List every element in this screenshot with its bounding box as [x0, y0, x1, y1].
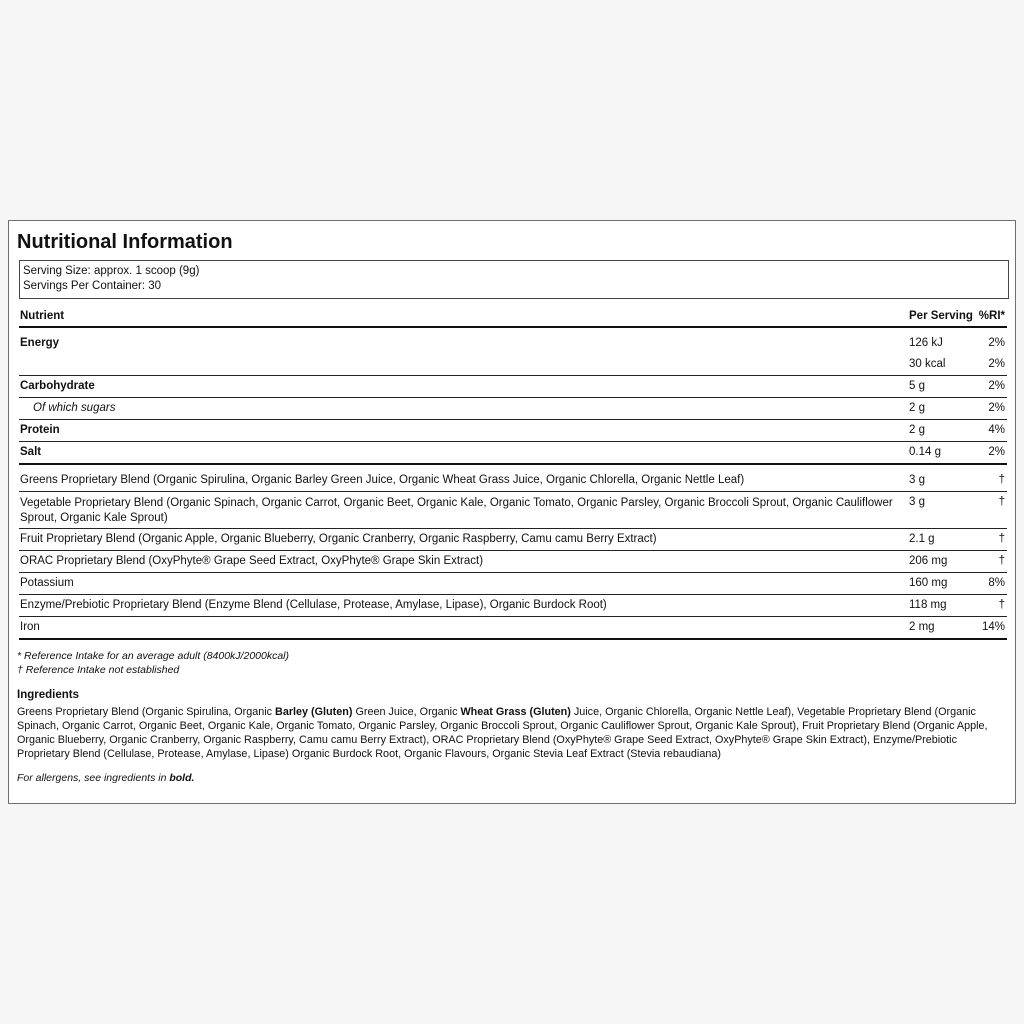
- dagger-footnote: † Reference Intake not established: [17, 664, 180, 676]
- nutrient-value: 2 g: [909, 402, 925, 414]
- nutrient-name: Potassium: [20, 577, 74, 589]
- nutrient-value: 0.14 g: [909, 446, 941, 458]
- table-row: [19, 424, 1007, 440]
- nutrient-name: Salt: [20, 446, 42, 458]
- header-ri: %RI*: [978, 310, 1005, 322]
- row-divider: [19, 594, 1007, 595]
- nutrient-value: 2.1 g: [909, 533, 935, 545]
- nutrient-ri: †: [998, 599, 1005, 611]
- table-row: [19, 402, 1007, 418]
- nutrient-ri: †: [998, 496, 1005, 508]
- allergen-note: [17, 772, 194, 784]
- allergen-highlight: Wheat Grass (Gluten): [460, 706, 571, 718]
- nutrient-name: ORAC Proprietary Blend (OxyPhyte® Grape Seed Extract, OxyPhyte® Grape Skin Extract): [20, 555, 484, 567]
- table-row: [19, 474, 1007, 490]
- nutrient-name: Energy: [20, 337, 59, 349]
- ingredients-part: Greens Proprietary Blend (Organic Spirulina, Organic: [17, 706, 276, 718]
- row-divider: [19, 375, 1007, 376]
- table-row: [19, 555, 1007, 571]
- row-divider: [19, 397, 1007, 398]
- header-per-serving: Per Serving: [909, 310, 973, 322]
- table-row: [19, 446, 1007, 462]
- nutrient-ri: 2%: [988, 380, 1005, 392]
- nutrient-value: 5 g: [909, 380, 925, 392]
- nutrient-value: 118 mg: [909, 599, 947, 611]
- nutrient-value: 160 mg: [909, 577, 948, 589]
- section-divider: [19, 463, 1007, 465]
- row-divider: [19, 441, 1007, 442]
- nutrient-ri: 2%: [988, 446, 1005, 458]
- row-divider: [19, 419, 1007, 420]
- header-divider: [19, 326, 1007, 328]
- allergen-highlight: Barley (Gluten): [275, 706, 353, 718]
- table-bottom-divider: [19, 638, 1007, 640]
- allergen-note-text: For allergens, see ingredients in: [17, 772, 170, 784]
- table-row: [19, 358, 1007, 374]
- nutrition-panel: [8, 220, 1016, 804]
- nutrient-name: Vegetable Proprietary Blend (Organic Spinach, Organic Carrot, Organic Beet, Organic Kale, Organic Tomato, Organic Parsley, Organic Broccoli Sprout, Organic Cauliflower Sprout, Organic Kale Sprout): [20, 497, 893, 524]
- table-row: [19, 496, 1007, 528]
- nutrient-value: 3 g: [909, 474, 925, 486]
- nutrient-name: Fruit Proprietary Blend (Organic Apple, Organic Blueberry, Organic Cranberry, Organic Raspberry, Camu camu Berry Extract): [20, 533, 657, 545]
- nutrient-value: 3 g: [909, 496, 925, 508]
- nutrient-ri: †: [998, 474, 1005, 486]
- nutrient-name: Carbohydrate: [20, 380, 95, 392]
- nutrient-ri: 8%: [988, 577, 1005, 589]
- table-row: [19, 621, 1007, 637]
- nutrient-ri: 14%: [981, 621, 1005, 633]
- serving-info-box: [19, 260, 1009, 299]
- nutrient-ri: †: [998, 555, 1005, 567]
- nutrient-name: Iron: [20, 621, 40, 633]
- ingredients-heading: Ingredients: [17, 689, 79, 701]
- nutrient-name: Of which sugars: [33, 402, 116, 414]
- table-row: [19, 533, 1007, 549]
- row-divider: [19, 491, 1007, 492]
- nutrient-ri: †: [998, 533, 1005, 545]
- nutrient-value: 2 mg: [909, 621, 935, 633]
- ingredients-part: Juice, Organic Chlorella, Organic Nettle Leaf), Vegetable Proprietary Blend (Organic Spinach, Organic Carrot, Organic Beet, Organic Kale, Organic Tomato, Organic Parsley, Organic Broccoli Sprout, Organic Cauliflower Sprout, Organic Kale Sprout), Fruit Proprietary Blend (Organic Apple, Organic Blueberry, Organic Cranberry, Organic Raspberry, Camu camu Berry Extract), ORAC Proprietary Blend (OxyPhyte® Grape Seed Extract, OxyPhyte® Grape Skin Extract), Enzyme/Prebiotic Proprietary Blend (Cellulase, Protease, Amylase, Lipase) Organic Burdock Root, Organic Flavours, Organic Stevia Leaf Extract (Stevia rebaudiana): [17, 706, 988, 760]
- nutrient-value: 126 kJ: [909, 337, 943, 349]
- row-divider: [19, 616, 1007, 617]
- nutrient-ri: 2%: [988, 337, 1005, 349]
- table-row: [19, 577, 1007, 593]
- nutrient-ri: 4%: [988, 424, 1005, 436]
- ri-footnote: * Reference Intake for an average adult (8400kJ/2000kcal): [17, 650, 290, 662]
- nutrient-name: Enzyme/Prebiotic Proprietary Blend (Enzyme Blend (Cellulase, Protease, Amylase, Lipase), Organic Burdock Root): [20, 599, 607, 611]
- servings-per-container: Servings Per Container: 30: [23, 280, 162, 292]
- table-header: [19, 310, 1007, 326]
- table-row: [19, 380, 1007, 396]
- table-row: [19, 599, 1007, 615]
- row-divider: [19, 550, 1007, 551]
- nutrient-name: Greens Proprietary Blend (Organic Spirulina, Organic Barley Green Juice, Organic Wheat Grass Juice, Organic Chlorella, Organic Nettle Leaf): [20, 474, 745, 486]
- nutrient-name: Protein: [20, 424, 60, 436]
- nutrient-value: 2 g: [909, 424, 925, 436]
- allergen-note-bold: bold.: [169, 772, 195, 784]
- ingredients-part: Green Juice, Organic: [352, 706, 461, 718]
- serving-size: Serving Size: approx. 1 scoop (9g): [23, 265, 200, 277]
- header-nutrient: Nutrient: [20, 310, 65, 322]
- row-divider: [19, 528, 1007, 529]
- ingredients-text: [17, 705, 1007, 761]
- nutrient-value: 206 mg: [909, 555, 948, 567]
- panel-title: Nutritional Information: [17, 231, 233, 253]
- row-divider: [19, 572, 1007, 573]
- nutrient-value: 30 kcal: [909, 358, 946, 370]
- nutrient-ri: 2%: [988, 358, 1005, 370]
- table-row: [19, 337, 1007, 353]
- nutrient-ri: 2%: [988, 402, 1005, 414]
